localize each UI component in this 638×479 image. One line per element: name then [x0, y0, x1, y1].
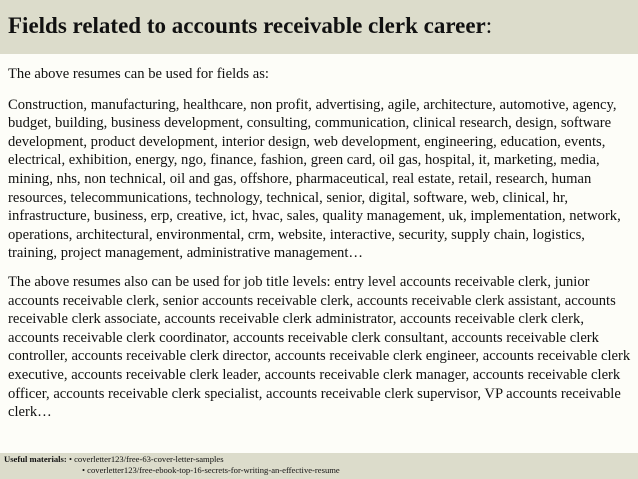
- footer-label: Useful materials:: [4, 454, 67, 464]
- page-title: [8, 13, 492, 39]
- footer-content: [4, 454, 340, 476]
- fields-paragraph: Construction, manufacturing, healthcare, non profit, advertising, agile, architecture, automotive, agency, budget, building, business development, consulting, communication, clinical research, design, software development, product development, interior design, web development, engineering, education, events, electrical, exhibition, energy, ngo, finance, fashion, green card, oil gas, hospital, it, marketing, media, mining, nhs, non technical, oil and gas, offshore, pharmaceutical, real estate, retail, research, human resources, telecommunications, technology, technical, senior, digital, software, web, clinical, hr, infrastructure, business, erp, creative, ict, hvac, sales, quality management, uk, implementation, network, operations, architectural, environmental, crm, website, interactive, security, supply chain, logistics, training, project management, administrative management…: [8, 96, 621, 262]
- footer-row-2: [4, 465, 340, 476]
- footer-link-ebook[interactable]: • coverletter123/free-ebook-top-16-secrets-for-writing-an-effective-resume: [82, 465, 340, 475]
- footer-bar: [0, 453, 638, 479]
- footer-row-1: [4, 454, 340, 465]
- page-title-colon: :: [485, 13, 493, 38]
- title-bar: [0, 0, 638, 54]
- footer-link-cover-letter-samples[interactable]: • coverletter123/free-63-cover-letter-samples: [68, 454, 224, 464]
- job-titles-paragraph: The above resumes also can be used for job title levels: entry level accounts receivable clerk, junior accounts receivable clerk, senior accounts receivable clerk, accounts receivable clerk assistant, accounts receivable clerk associate, accounts receivable clerk administrator, accounts receivable clerk clerk, accounts receivable clerk coordinator, accounts receivable clerk consultant, accounts receivable clerk controller, accounts receivable clerk director, accounts receivable clerk engineer, accounts receivable clerk executive, accounts receivable clerk leader, accounts receivable clerk manager, accounts receivable clerk officer, accounts receivable clerk specialist, accounts receivable clerk supervisor, VP accounts receivable clerk…: [8, 273, 631, 421]
- intro-paragraph: The above resumes can be used for fields as:: [8, 66, 269, 82]
- page-title-text: Fields related to accounts receivable clerk career: [8, 13, 486, 38]
- content-body: [8, 65, 634, 422]
